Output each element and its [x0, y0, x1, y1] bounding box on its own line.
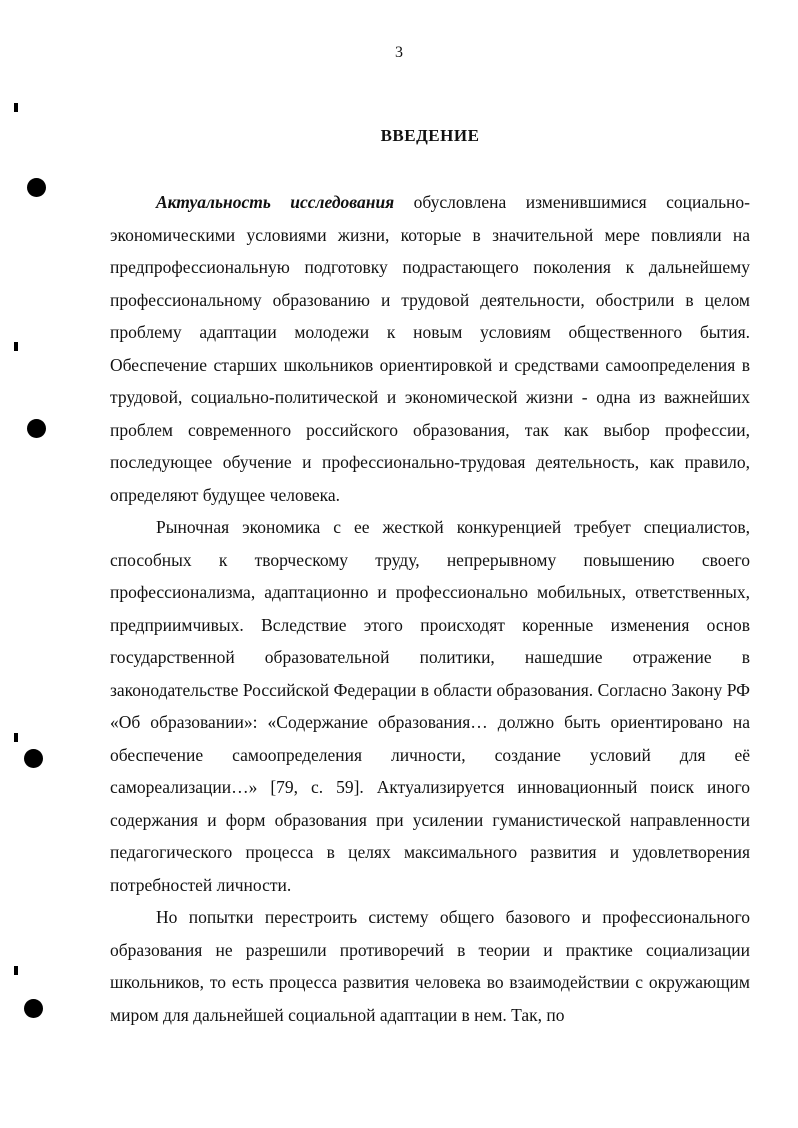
margin-mark	[14, 103, 18, 112]
paragraph: Но попытки перестроить систему общего базового и профессионального образования не разрешили противоречий в теории и практике социализации школьников, то есть процесса развития человека во взаимодействии с окружающим миром для дальнейшей социальной адаптации в нем. Так, по	[110, 907, 750, 1025]
paragraph-text: обусловлена изменившимися социально-экономическими условиями жизни, которые в значительной мере повлияли на предпрофессиональную подготовку подрастающего поколения к дальнейшему профессиональному образованию и трудовой деятельности, обострили в целом проблему адаптации молодежи к новым условиям общественного бытия. Обеспечение старших школьников ориентировкой и средствами самоопределения в трудовой, социально-политической и экономической жизни - одна из важнейших проблем современного российского образования, так как выбор профессии, последующее обучение и профессионально-трудовая деятельность, как правило, определяют будущее человека.	[110, 192, 750, 505]
page-number: 3	[395, 44, 403, 61]
paragraph: Рыночная экономика с ее жесткой конкуренцией требует специалистов, способных к творческому труду, непрерывному повышению своего профессионализма, адаптационно и профессионально мобильных, ответственных, предприимчивых. Вследствие этого происходят коренные изменения основ государственной образовательной политики, нашедшие отражение в законодательстве Российской Федерации в области образования. Согласно Закону РФ «Об образовании»: «Содержание образования… должно быть ориентировано на обеспечение самоопределения личности, создание условий для её самореализации…» [79, с. 59]. Актуализируется инновационный поиск иного содержания и форм образования при усилении гуманистической направленности педагогического процесса в целях максимального развития и удовлетворения потребностей личности.	[110, 517, 750, 895]
paragraph	[110, 186, 750, 511]
binder-hole	[24, 999, 43, 1018]
margin-mark	[14, 966, 18, 975]
binder-hole	[27, 419, 46, 438]
binder-hole	[24, 749, 43, 768]
body-text	[110, 186, 750, 1031]
binder-hole	[27, 178, 46, 197]
paragraph-lead: Актуальность исследования	[156, 192, 395, 212]
page-title: ВВЕДЕНИЕ	[380, 126, 480, 145]
margin-mark	[14, 342, 18, 351]
margin-mark	[14, 733, 18, 742]
